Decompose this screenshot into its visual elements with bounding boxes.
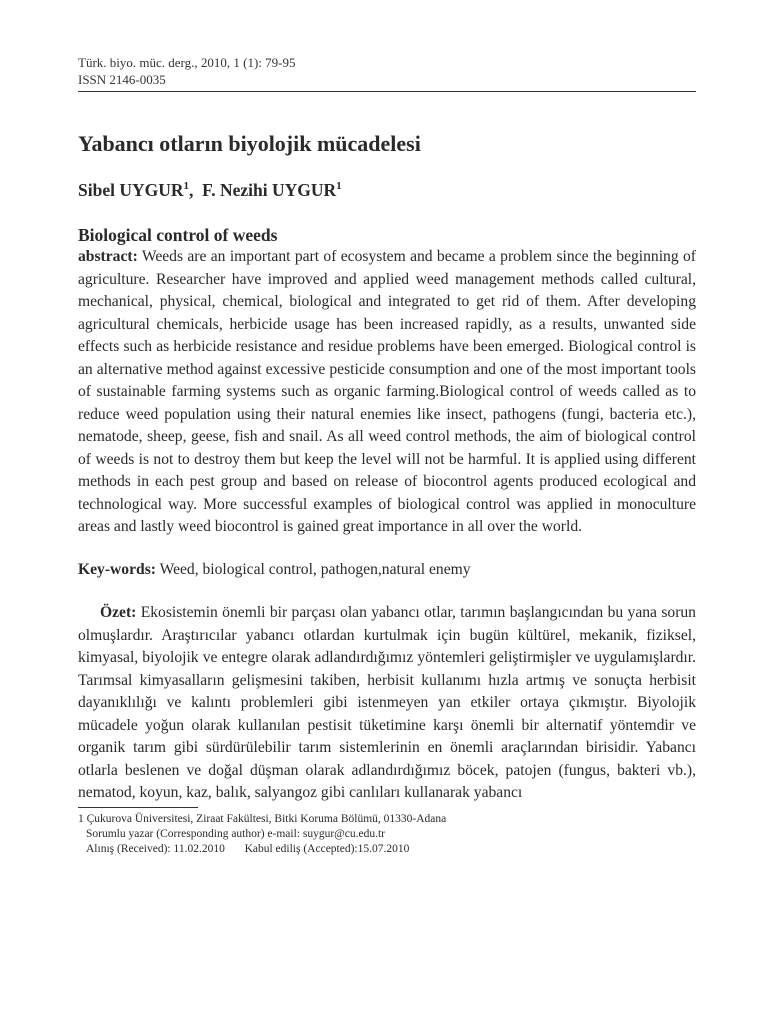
ozet-paragraph [78,602,696,805]
ozet-label: Özet: [100,604,137,621]
footnote-correspondence: Sorumlu yazar (Corresponding author) e-mail: suygur@cu.edu.tr [86,827,385,840]
keywords [78,559,696,582]
author-list [78,178,696,202]
author-name: F. Nezihi UYGUR [202,180,337,200]
author-name: Sibel UYGUR [78,180,184,200]
journal-citation: Türk. biyo. müc. derg., 2010, 1 (1): 79-95 [78,55,296,70]
author-affiliation-mark: 1 [336,180,342,193]
footnote-rule [78,807,198,808]
author-separator: , [189,180,203,200]
header-rule [78,91,696,92]
footnotes [78,812,696,857]
abstract-label: abstract: [78,248,138,265]
abstract [78,246,696,539]
article-title: Yabancı otların biyolojik mücadelesi [78,131,421,156]
author-affiliation-mark: 1 [183,180,189,193]
accepted-date: Kabul ediliş (Accepted):15.07.2010 [244,842,410,855]
abstract-text: Weeds are an important part of ecosystem and became a problem since the beginning of agriculture. Researcher have improved and applied weed management methods called cultural, mechanical, physical, chemical, biological and integrated to get rid of them. After developing agricultural chemicals, herbicide usage has been increased rapidly, as a results, unwanted side effects such as herbicide resistance and residue problems have been emerged. Biological control is an alternative method against excessive pesticide consumption and one of the most important tools of sustainable farming systems such as organic farming.Biological control of weeds called as to reduce weed population using their natural enemies like insect, pathogens (fungi, bacteria etc.), nematode, sheep, geese, fish and snail. As all weed control methods, the aim of biological control of weeds is not to destroy them but keep the level will not be harmful. It is applied using different methods in each pest group and based on release of biocontrol agents produced ecological and technological way. More successful examples of biological control was applied in monoculture areas and lastly weed biocontrol is gained great importance in all over the world. [78,248,696,535]
received-date: Alınış (Received): 11.02.2010 [86,842,225,855]
keywords-text: Weed, biological control, pathogen,natural enemy [159,560,471,578]
keywords-label: Key-words: [78,560,156,578]
journal-issn: ISSN 2146-0035 [78,72,166,87]
footnote-affiliation: 1 Çukurova Üniversitesi, Ziraat Fakültesi, Bitki Koruma Bölümü, 01330-Adana [78,812,447,825]
page [78,54,696,857]
running-head [78,54,696,88]
english-title: Biological control of weeds [78,225,278,245]
footnote-dates [78,842,696,857]
ozet-text: Ekosistemin önemli bir parçası olan yabancı otlar, tarımın başlangıcından bu yana sorun olmuşlardır. Araştırıcılar yabancı otlardan kurtulmak için bugün kültürel, mekanik, fiziksel, kimyasal, biyolojik ve entegre olarak adlandırdığımız yöntemleri geliştirmişler ve uygulamışlardır. Tarımsal kimyasalların gelişmesini takiben, herbisit kullanımı hızla artmış ve sonuçta herbisit dayanıklılığı ve kalıntı problemleri gibi istenmeyen yan etkiler ortaya çıkmıştır. Biyolojik mücadele yoğun olarak kullanılan pestisit tüketimine karşı önemli bir alternatif yöntemdir ve organik tarım gibi sürdürülebilir tarım sistemlerinin en önemli araçlarından birisidir. Yabancı otlarla beslenen ve doğal düşman olarak adlandırdığımız böcek, patojen (fungus, bakteri vb.), nematod, koyun, kaz, balık, salyangoz gibi canlıları kullanarak yabancı [78,604,696,801]
